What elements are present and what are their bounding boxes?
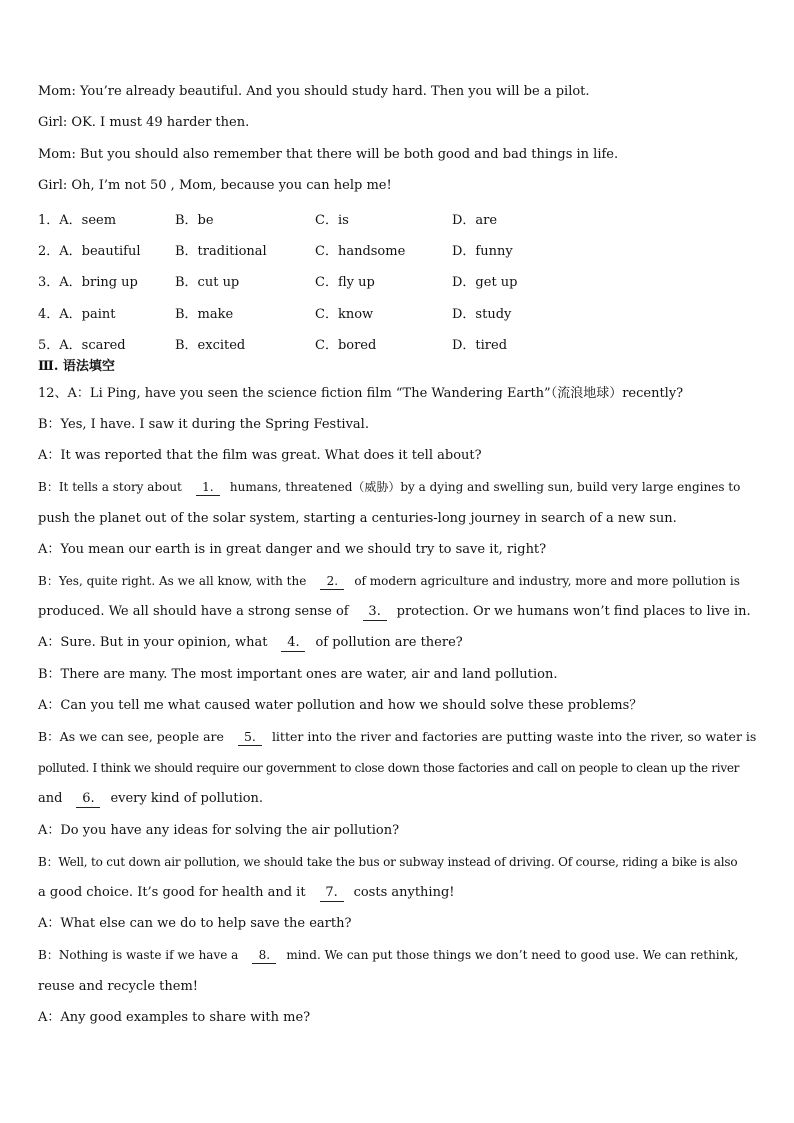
dialogue-line <box>38 573 740 590</box>
option-b: B．traditional <box>175 244 267 259</box>
option-a: 3．A．bring up <box>38 275 138 290</box>
option-b: B．excited <box>175 338 246 353</box>
dialogue-line: A：You mean our earth is in great danger and we should try to save it, right? <box>38 542 547 557</box>
text-segment: of pollution are there? <box>315 635 463 650</box>
option-c: C．bored <box>315 338 377 353</box>
dialogue-line <box>38 729 756 746</box>
dialogue-line: Girl: Oh, I’m not 50 , Mom, because you can help me! <box>38 178 392 193</box>
option-row-3 <box>38 271 638 290</box>
blank-4[interactable]: 4. <box>281 635 305 652</box>
option-c: C．know <box>315 307 374 322</box>
option-d: D．study <box>452 307 512 322</box>
text-segment: costs anything! <box>353 885 455 900</box>
text-segment: and <box>38 791 63 806</box>
option-d: D．tired <box>452 338 508 353</box>
blank-1[interactable]: 1. <box>196 479 220 496</box>
text-segment: produced. We all should have a strong sense of <box>38 604 349 619</box>
blank-2[interactable]: 2. <box>320 573 344 590</box>
blank-5[interactable]: 5. <box>238 729 262 746</box>
option-d: D．are <box>452 213 498 228</box>
dialogue-line: A：It was reported that the film was great. What does it tell about? <box>38 448 482 463</box>
dialogue-line <box>38 635 463 652</box>
text-segment: A：Sure. But in your opinion, what <box>38 635 268 650</box>
text-segment: of modern agriculture and industry, more and more pollution is <box>354 574 740 588</box>
dialogue-line: Girl: OK. I must 49 harder then. <box>38 115 250 130</box>
text-segment: a good choice. It’s good for health and it <box>38 885 306 900</box>
dialogue-line <box>38 885 455 902</box>
text-segment: protection. Or we humans won’t find places to live in. <box>396 604 751 619</box>
option-c: C．fly up <box>315 275 375 290</box>
text-segment: humans, threatened（威胁）by a dying and swelling sun, build very large engines to <box>229 480 741 494</box>
option-row-4 <box>38 303 638 322</box>
text-segment: B：Yes, quite right. As we all know, with the <box>38 574 307 588</box>
text-segment: B：As we can see, people are <box>38 729 224 744</box>
dialogue-line: polluted. I think we should require our government to close down those factories and call on people to clean up the river <box>38 761 740 775</box>
dialogue-line: Mom: But you should also remember that there will be both good and bad things in life. <box>38 147 619 162</box>
dialogue-line: B：There are many. The most important ones are water, air and land pollution. <box>38 667 558 682</box>
option-c: C．is <box>315 213 349 228</box>
dialogue-line: 12、A：Li Ping, have you seen the science fiction film “The Wandering Earth”（流浪地球）recently? <box>38 386 684 401</box>
text-segment: B：Nothing is waste if we have a <box>38 948 239 962</box>
dialogue-line: B：Well, to cut down air pollution, we should take the bus or subway instead of driving. Of course, riding a bike is also <box>38 855 738 869</box>
option-row-2 <box>38 240 638 259</box>
dialogue-line: A：Do you have any ideas for solving the air pollution? <box>38 823 400 838</box>
option-b: B．cut up <box>175 275 240 290</box>
text-segment: B：It tells a story about <box>38 480 182 494</box>
dialogue-line <box>38 604 751 621</box>
option-a: 5．A．scared <box>38 338 126 353</box>
option-b: B．be <box>175 213 214 228</box>
text-segment: mind. We can put those things we don’t need to good use. We can rethink, <box>286 948 739 962</box>
option-row-5 <box>38 334 638 353</box>
dialogue-line <box>38 791 263 808</box>
dialogue-line: push the planet out of the solar system, starting a centuries-long journey in search of a new sun. <box>38 511 677 526</box>
dialogue-line: A：Can you tell me what caused water pollution and how we should solve these problems？ <box>38 698 643 713</box>
blank-3[interactable]: 3. <box>363 604 387 621</box>
option-a: 1．A．seem <box>38 213 117 228</box>
option-a: 4．A．paint <box>38 307 116 322</box>
option-a: 2．A．beautiful <box>38 244 141 259</box>
text-segment: litter into the river and factories are putting waste into the river, so water is <box>271 729 757 744</box>
dialogue-line: B：Yes, I have. I saw it during the Spring Festival. <box>38 417 369 432</box>
option-d: D．funny <box>452 244 513 259</box>
blank-6[interactable]: 6. <box>76 791 100 808</box>
blank-8[interactable]: 8. <box>252 947 276 964</box>
dialogue-line <box>38 479 740 496</box>
option-c: C．handsome <box>315 244 406 259</box>
dialogue-line <box>38 947 738 964</box>
section-title: Ⅲ. 语法填空 <box>38 359 115 374</box>
text-segment: every kind of pollution. <box>110 791 264 806</box>
option-d: D．get up <box>452 275 518 290</box>
dialogue-line: Mom: You’re already beautiful. And you should study hard. Then you will be a pilot. <box>38 84 590 99</box>
option-b: B．make <box>175 307 234 322</box>
dialogue-line: reuse and recycle them! <box>38 979 198 994</box>
dialogue-line: A：Any good examples to share with me? <box>38 1010 311 1025</box>
blank-7[interactable]: 7. <box>320 885 344 902</box>
option-row-1 <box>38 209 638 228</box>
dialogue-line: A：What else can we do to help save the earth? <box>38 916 352 931</box>
